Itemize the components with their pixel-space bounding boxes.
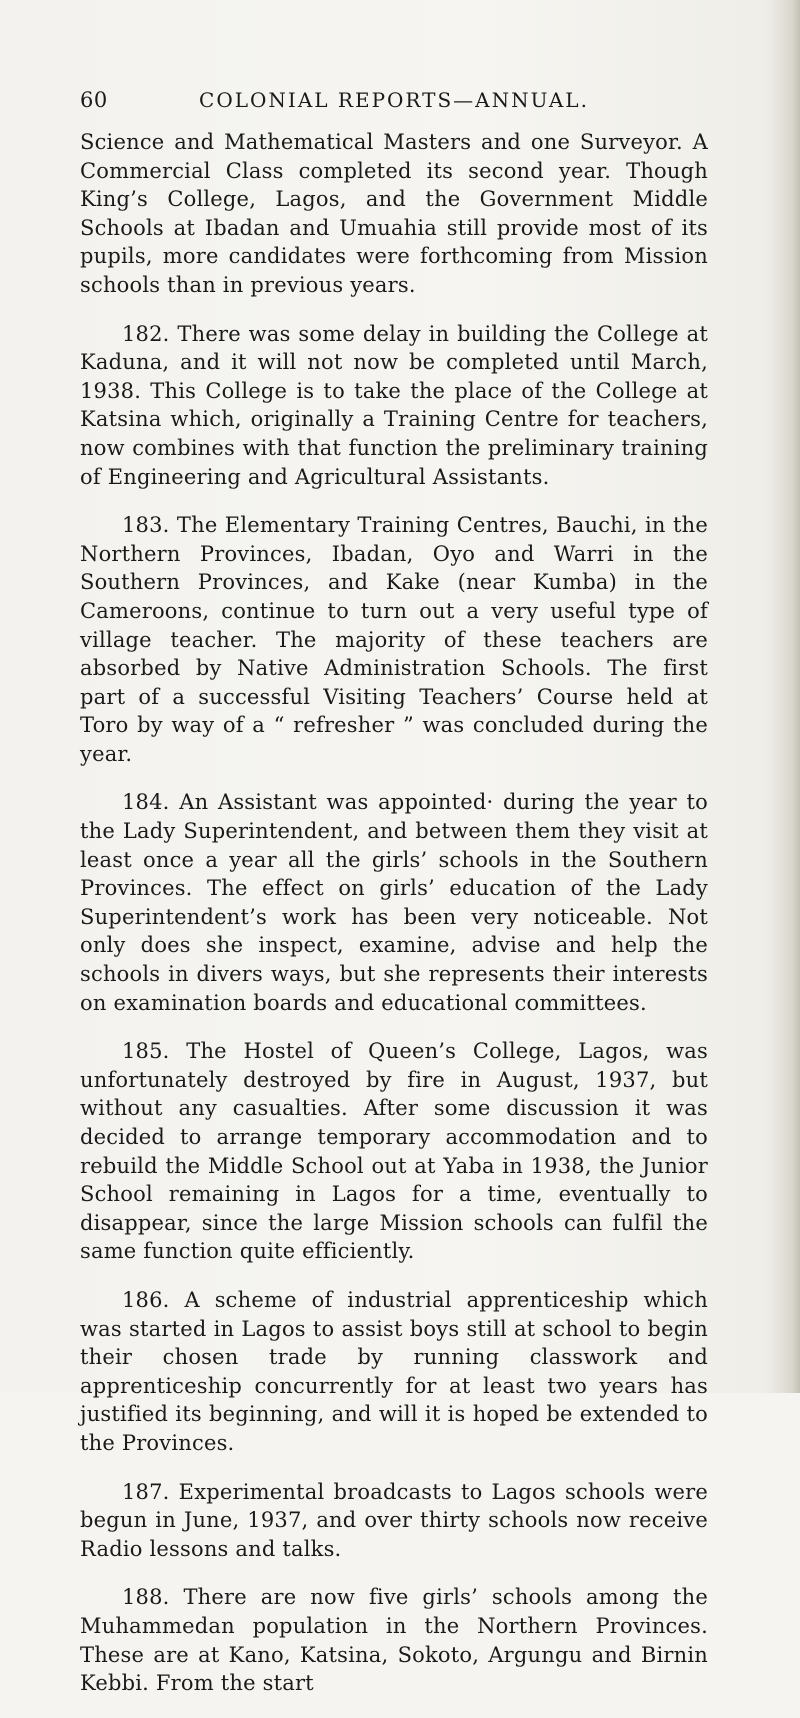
paragraph-185: 185. The Hostel of Queen’s College, Lagos, was unfortunately destroyed by fire in August, 1937, but without any casualties. After some discussion it was decided to arrange temporary accommodation and to rebuild the Middle School out at Yaba in 1938, the Junior School remaining in Lagos for a time, eventually to disappear, since the large Mission schools can fulfil the same function quite efficiently. [80, 1039, 708, 1264]
paragraph-186: 186. A scheme of industrial apprenticeship which was started in Lagos to assist boys still at school to begin their chosen trade by running classwork and apprenticeship concurrently for at least two years has justified its beginning, and will it is hoped be extended to the Provinces. [80, 1287, 708, 1455]
paragraph-187: 187. Experimental broadcasts to Lagos schools were begun in June, 1937, and over thirty schools now receive Radio lessons and talks. [80, 1479, 708, 1561]
paragraph-continuation: Science and Mathematical Masters and one Surveyor. A Commercial Class completed its second year. Though King’s College, Lagos, and the Government Middle Schools at Ibadan and Umuahia still provide most of its pupils, more candidates were forthcoming from Mission schools than in previous years. [80, 130, 708, 297]
paragraph-188: 188. There are now five girls’ schools among the Muhammedan population in the Northern Provinces. These are at Kano, Katsina, Sokoto, Argungu and Birnin Kebbi. From the start [80, 1585, 708, 1696]
paragraph-184: 184. An Assistant was appointed· during the year to the Lady Superintendent, and between them they visit at least once a year all the girls’ schools in the Southern Provinces. The effect on girls’ education of the Lady Superintendent’s work has been very noticeable. Not only does she inspect, examine, advise and help the schools in divers ways, but she represents their interests on examination boards and educational committees. [80, 790, 708, 1015]
page-number: 60 [80, 88, 108, 112]
running-head: COLONIAL REPORTS—ANNUAL. [199, 88, 589, 112]
paragraph-182: 182. There was some delay in building the College at Kaduna, and it will not now be completed until March, 1938. This College is to take the place of the College at Katsina which, originally a Training Centre for teachers, now combines with that function the preliminary training of Engineering and Agricultural Assistants. [80, 321, 708, 489]
page-edge-shadow [772, 0, 800, 1393]
body-text [80, 128, 708, 1718]
page-header [80, 88, 708, 118]
paragraph-183: 183. The Elementary Training Centres, Bauchi, in the Northern Provinces, Ibadan, Oyo and Warri in the Southern Provinces, and Kake (near Kumba) in the Cameroons, continue to turn out a very useful type of village teacher. The majority of these teachers are absorbed by Native Administration Schools. The first part of a successful Visiting Teachers’ Course held at Toro by way of a “ refresher ” was concluded during the year. [80, 513, 708, 766]
